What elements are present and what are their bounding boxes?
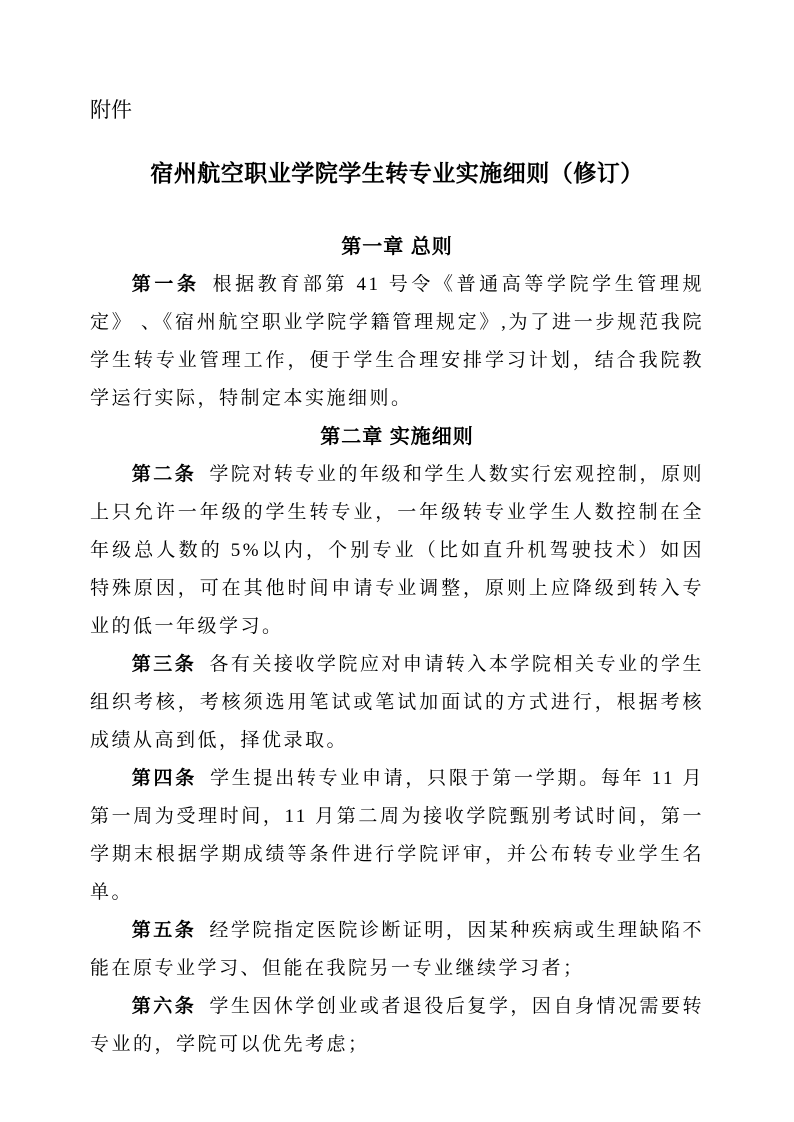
article-5-label: 第五条 [131,920,197,941]
article-5-text: 经学院指定医院诊断证明，因某种疾病或生理缺陷不能在原专业学习、但能在我院另一专业继续学习者； [90,920,704,979]
article-6-text: 学生因休学创业或者退役后复学，因自身情况需要转专业的，学院可以优先考虑； [90,996,704,1055]
article-4-text: 学生提出转专业申请，只限于第一学期。每年 11 月第一周为受理时间，11 月第二周为接收学院甄别考试时间，第一学期末根据学期成绩等条件进行学院评审，并公布转专业学生名单。 [90,768,704,903]
article-3-text: 各有关接收学院应对申请转入本学院相关专业的学生组织考核，考核须选用笔试或笔试加面试的方式进行，根据考核成绩从高到低，择优录取。 [90,654,704,751]
attachment-label: 附件 [90,99,132,122]
article-6 [90,988,704,1064]
article-2-label: 第二条 [131,464,197,485]
article-4-label: 第四条 [131,768,197,789]
article-1 [90,266,704,418]
chapter-heading-2: 第二章 实施细则 [320,426,474,448]
article-5 [90,912,704,988]
article-3-label: 第三条 [131,654,197,675]
article-3 [90,646,704,760]
article-2-text: 学院对转专业的年级和学生人数实行宏观控制，原则上只允许一年级的学生转专业，一年级转专业学生人数控制在全年级总人数的 5%以内，个别专业（比如直升机驾驶技术）如因特殊原因，可在其他时间申请专业调整，原则上应降级到转入专业的低一年级学习。 [90,464,704,637]
article-4 [90,760,704,912]
article-2 [90,456,704,646]
chapter-heading-1: 第一章 总则 [341,236,453,258]
article-6-label: 第六条 [131,996,197,1017]
article-1-text: 根据教育部第 41 号令《普通高等学院学生管理规定》 、《宿州航空职业学院学籍管理规定》,为了进一步规范我院学生转专业管理工作，便于学生合理安排学习计划，结合我院教学运行实际，特制定本实施细则。 [90,274,704,409]
article-1-label: 第一条 [131,274,200,295]
document-title: 宿州航空职业学院学生转专业实施细则（修订） [150,160,644,186]
